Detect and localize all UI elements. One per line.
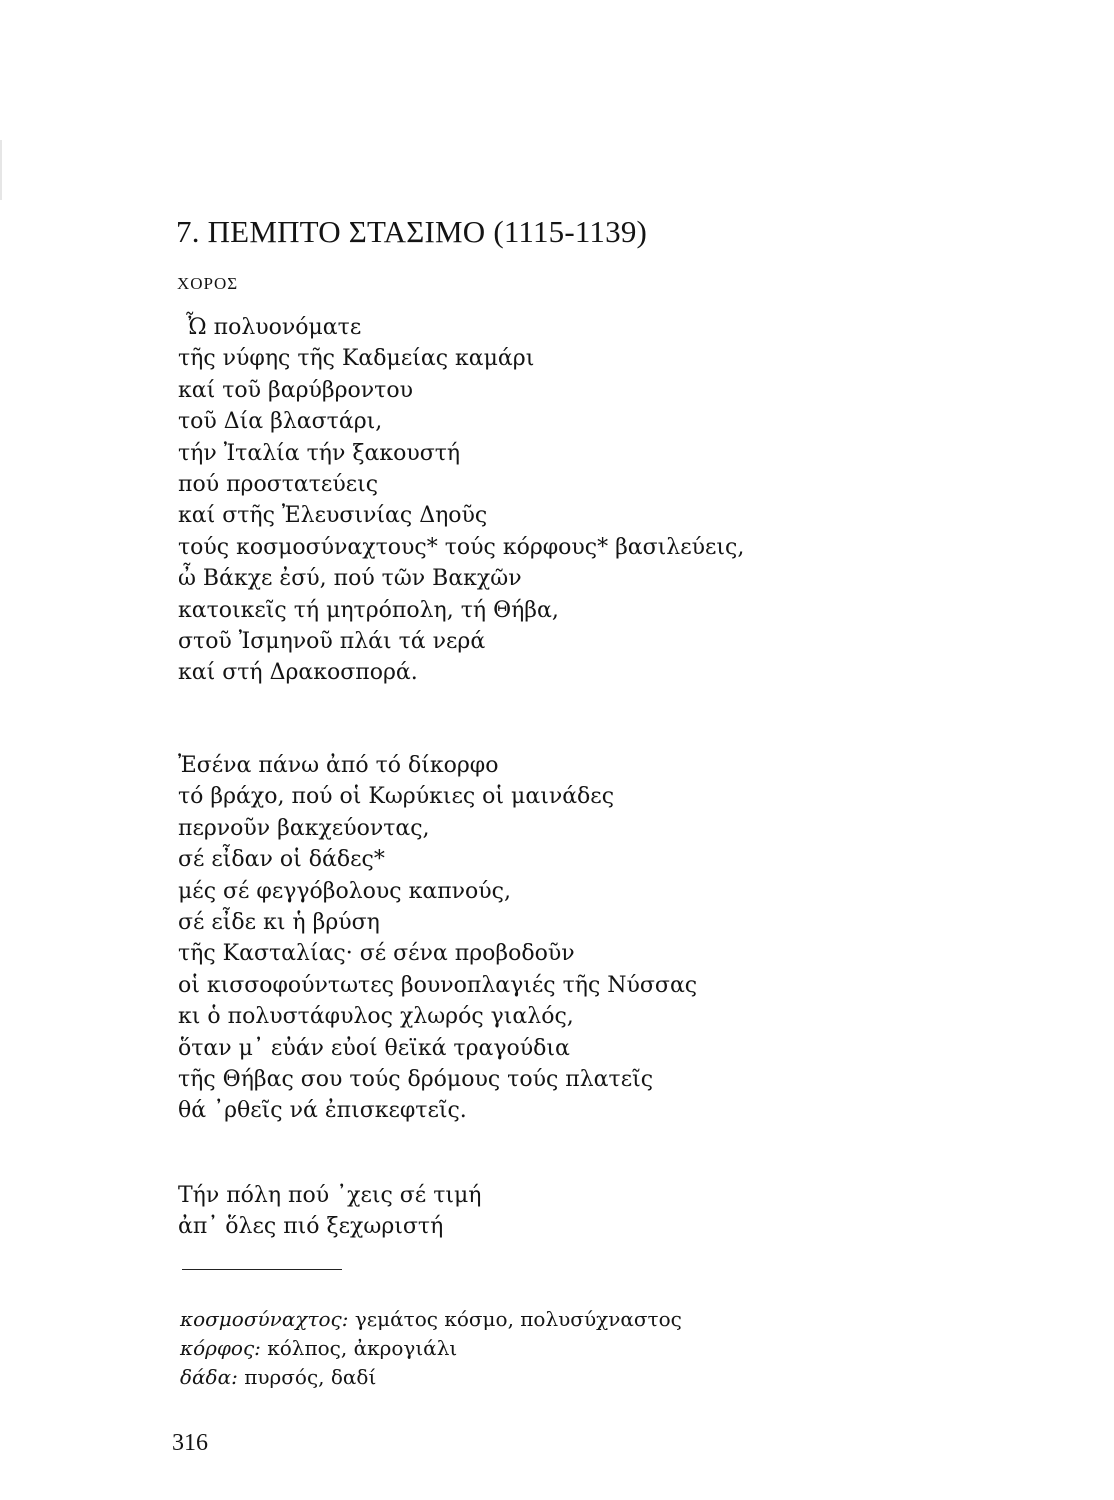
verse-line: ὦ Βάκχε ἐσύ, πού τῶν Βακχῶν [178, 566, 522, 592]
scan-edge-shadow [0, 140, 2, 200]
verse-line: Ἐσένα πάνω ἀπό τό δίκορφο [178, 753, 499, 778]
footnote-definition: γεμάτος κόσμο, πολυσύχναστος [348, 1307, 682, 1331]
verse-line: τό βράχο, πού οἱ Κωρύκιες οἱ μαινάδες [178, 784, 615, 810]
speaker-label: ΧΟΡΟΣ [177, 274, 239, 293]
verse-line: στοῦ Ἰσμηνοῦ πλάι τά νερά [178, 628, 486, 654]
footnote [180, 1305, 682, 1334]
footnote-term: κόρφος: [180, 1336, 261, 1360]
footnote-definition: κόλπος, ἀκρογιάλι [260, 1336, 458, 1360]
footnote-divider [182, 1269, 342, 1270]
footnote-term: δάδα: [180, 1365, 238, 1389]
footnote [180, 1363, 682, 1392]
footnote [180, 1334, 682, 1363]
verse-line: θά ᾿ρθεῖς νά ἐπισκεφτεῖς. [178, 1098, 467, 1124]
stanza-3 [178, 1180, 481, 1243]
page-number: 316 [172, 1430, 208, 1456]
stanza-1 [178, 312, 744, 689]
stanza-2 [178, 750, 697, 1127]
verse-line: ἀπ᾿ ὅλες πιό ξεχωριστή [178, 1214, 444, 1240]
verse-line: τῆς νύφης τῆς Καδμείας καμάρι [178, 346, 535, 372]
verse-line: οἱ κισσοφούντωτες βουνοπλαγιές τῆς Νύσσας [178, 972, 698, 998]
verse-line: μές σέ φεγγόβολους καπνούς, [178, 878, 511, 904]
verse-line: ὅταν μ᾿ εὐάν εὐοί θεϊκά τραγούδια [178, 1035, 570, 1061]
verse-line: περνοῦν βακχεύοντας, [178, 815, 430, 841]
verse-line: τῆς Θήβας σου τούς δρόμους τούς πλατεῖς [178, 1066, 654, 1092]
verse-line: τῆς Κασταλίας· σέ σένα προβοδοῦν [178, 941, 575, 967]
verse-line: καί στή Δρακοσπορά. [178, 660, 418, 686]
verse-line: τοῦ Δία βλαστάρι, [178, 409, 383, 435]
verse-line: καί τοῦ βαρύβροντου [178, 377, 413, 403]
verse-line: κι ὁ πολυστάφυλος χλωρός γιαλός, [178, 1004, 574, 1030]
verse-line: τήν Ἰταλία τήν ξακουστή [178, 440, 461, 466]
footnote-term: κοσμοσύναχτος: [180, 1307, 349, 1331]
footnotes [180, 1305, 682, 1392]
section-heading: 7. ΠΕΜΠΤΟ ΣΤΑΣΙΜΟ (1115-1139) [176, 214, 648, 249]
verse-line: Ὦ πολυονόματε [186, 315, 362, 340]
verse-line: καί στῆς Ἐλευσινίας Δηοῦς [178, 503, 488, 529]
verse-line: σέ εἶδαν οἱ δάδες* [178, 847, 385, 873]
verse-line: τούς κοσμοσύναχτους* τούς κόρφους* βασιλεύεις, [178, 534, 745, 560]
verse-line: πού προστατεύεις [178, 471, 379, 497]
verse-line: Τήν πόλη πού ᾿χεις σέ τιμή [178, 1183, 482, 1208]
verse-line: κατοικεῖς τή μητρόπολη, τή Θήβα, [178, 597, 559, 623]
verse-line: σέ εἶδε κι ἡ βρύση [178, 909, 380, 935]
footnote-definition: πυρσός, δαδί [237, 1365, 377, 1389]
